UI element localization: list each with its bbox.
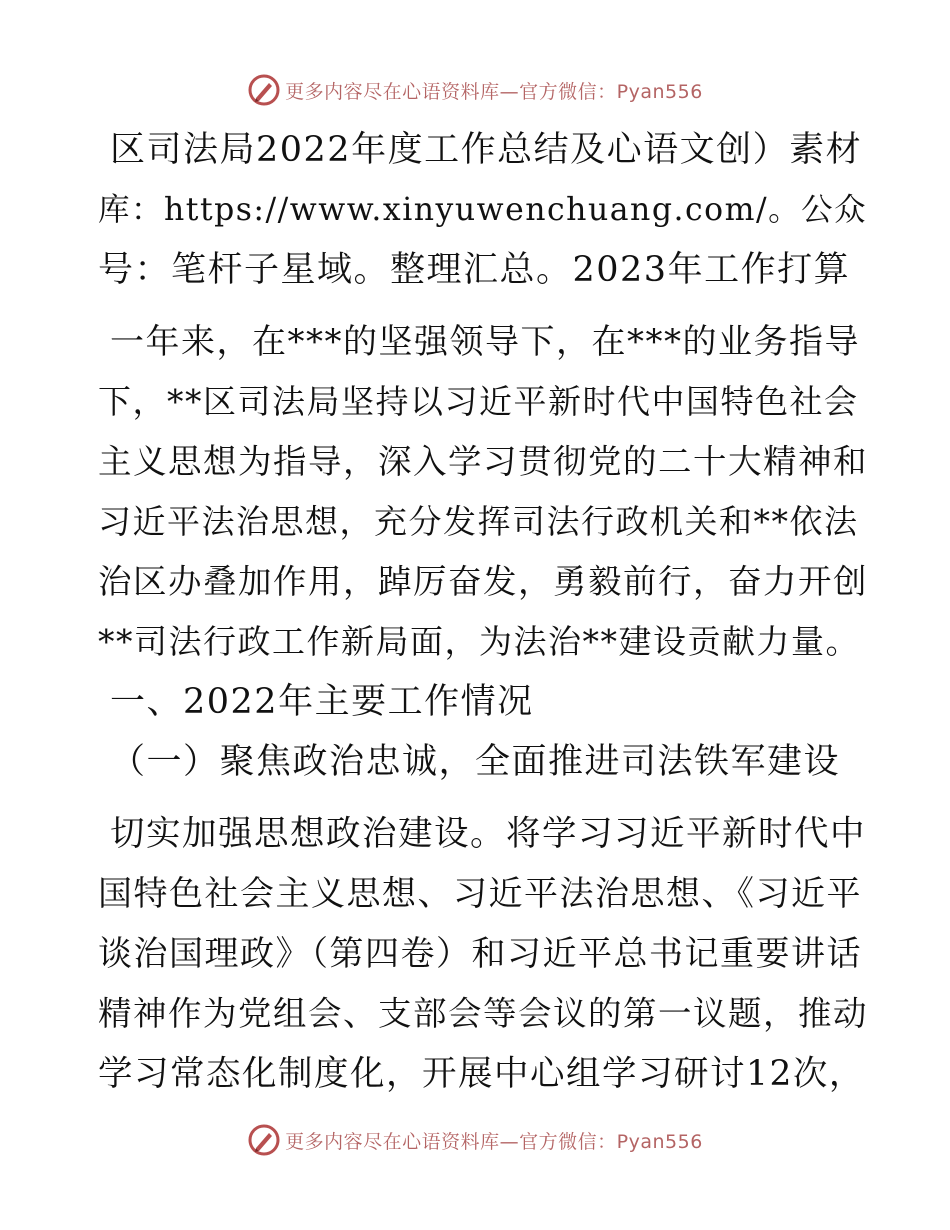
title-line: 号：笔杆子星域。整理汇总。2023年工作打算 <box>98 250 851 290</box>
title-line: 区司法局2022年度工作总结及心语文创）素材 <box>110 130 863 170</box>
document-body <box>98 120 868 1104</box>
paragraph-line: 谈治国理政》（第四卷）和习近平总书记重要讲话 <box>98 934 862 974</box>
watermark-text: 更多内容尽在心语资料库—官方微信：Pyan556 <box>285 1130 703 1153</box>
paragraph-line: **司法行政工作新局面，为法治**建设贡献力量。 <box>98 622 860 661</box>
subsection-heading: （一）聚焦政治忠诚，全面推进司法铁军建设 <box>110 742 841 782</box>
paragraph-line: 精神作为党组会、支部会等会议的第一议题，推动 <box>98 994 868 1033</box>
paragraph-line: 下，**区司法局坚持以习近平新时代中国特色社会 <box>98 382 859 421</box>
body-paragraph <box>98 804 868 1104</box>
paragraph-line: 习近平法治思想，充分发挥司法行政机关和**依法 <box>98 502 859 541</box>
paragraph-line: 一年来，在***的坚强领导下，在***的业务指导 <box>110 322 860 362</box>
document-title <box>98 120 868 300</box>
watermark-text: 更多内容尽在心语资料库—官方微信：Pyan556 <box>285 80 703 103</box>
intro-paragraph <box>98 312 868 672</box>
title-line: 库：https://www.xinyuwenchuang.com/。公众 <box>98 192 868 228</box>
paragraph-line: 治区办叠加作用，踔厉奋发，勇毅前行，奋力开创 <box>98 562 868 601</box>
footer-watermark <box>0 1120 950 1160</box>
paragraph-line: 学习常态化制度化，开展中心组学习研讨12次， <box>98 1054 865 1094</box>
pen-logo-icon <box>247 1123 281 1157</box>
paragraph-line: 主义思想为指导，深入学习贯彻党的二十大精神和 <box>98 442 868 481</box>
paragraph-line: 切实加强思想政治建设。将学习习近平新时代中 <box>110 814 866 854</box>
header-watermark <box>0 70 950 110</box>
pen-logo-icon <box>247 73 281 107</box>
paragraph-line: 国特色社会主义思想、习近平法治思想、《习近平 <box>98 874 862 914</box>
section-heading: 一、2022年主要工作情况 <box>110 682 534 722</box>
